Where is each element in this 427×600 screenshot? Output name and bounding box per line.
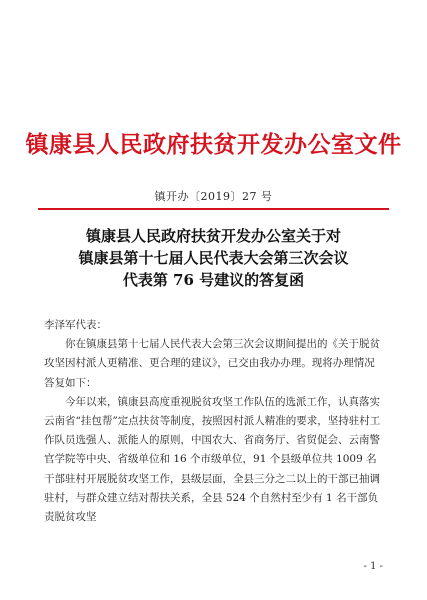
document-number: 镇开办〔2019〕27 号 — [154, 190, 273, 203]
document-title — [30, 225, 397, 291]
salutation: 李泽军代表： — [44, 319, 107, 331]
document-body — [44, 316, 385, 527]
title-line-2: 镇康县第十七届人民代表大会第三次会议 — [78, 249, 349, 267]
page-number: - 1 - — [363, 561, 383, 572]
title-line-3: 代表第 76 号建议的答复函 — [122, 271, 305, 289]
paragraph-1: 你在镇康县第十七届人民代表大会第三次会议期间提出的《关于脱贫攻坚因村派人更精准、更合理的建议》，已交由我办办理。现将办理情况答复如下： — [44, 338, 380, 389]
title-line-1: 镇康县人民政府扶贫开发办公室关于对 — [85, 227, 341, 245]
paragraph-2: 今年以来，镇康县高度重视脱贫攻坚工作队伍的选派工作，认真落实云南省“挂包帮”定点扶贫等制度，按照因村派人精准的要求，坚持驻村工作队员选强人、派能人的原则，中国农大、省商务厅、省贸促会、云南警官学院等中央、省级单位和 16 个市级单位，91 个县级单位共 1009 名干部驻村开展脱贫攻坚工作，县级层面，全县三分之二以上的干部已抽调驻村，与群众建立结对帮扶关系，全县 524 个自然村至少有 1 名干部负责脱贫攻坚 — [44, 395, 381, 524]
red-divider-line — [38, 208, 389, 210]
issuer-title: 镇康县人民政府扶贫开发办公室文件 — [25, 131, 402, 158]
